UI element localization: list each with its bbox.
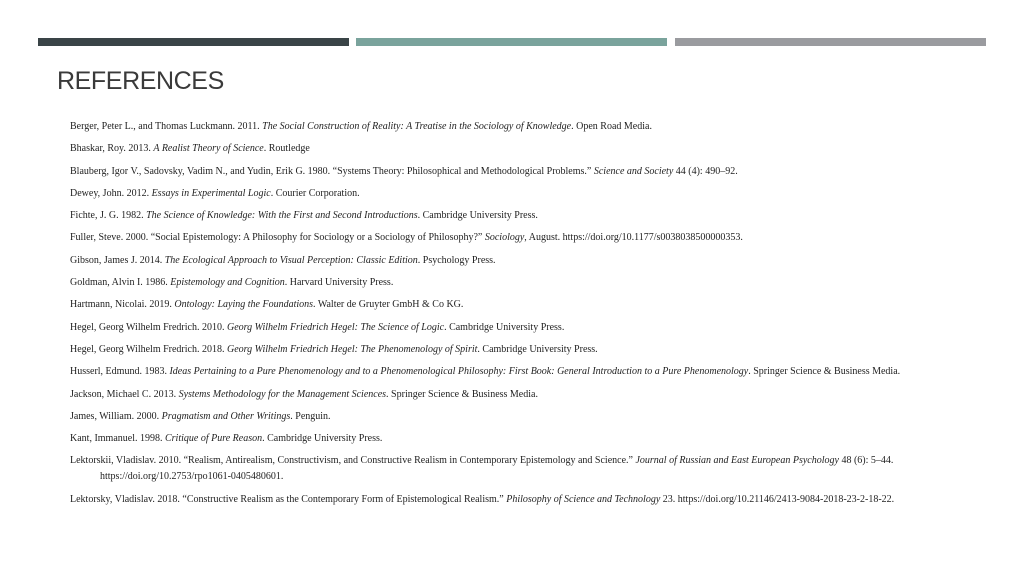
reference-tail: . Cambridge University Press. — [477, 343, 598, 355]
reference-item — [70, 492, 930, 508]
reference-tail: . Springer Science & Business Media. — [386, 388, 538, 400]
reference-title-italic: Pragmatism and Other Writings — [161, 410, 291, 422]
reference-title-italic: The Social Construction of Reality: A Treatise in the Sociology of Knowledge — [262, 121, 572, 132]
reference-item — [70, 409, 930, 425]
reference-title-italic: Ontology: Laying the Foundations — [174, 299, 314, 311]
reference-title-italic: Georg Wilhelm Friedrich Hegel: The Phenomenology of Spirit — [226, 343, 478, 355]
reference-title-italic: Essays in Experimental Logic — [151, 187, 271, 199]
reference-text: Hegel, Georg Wilhelm Fredrich. 2010. — [70, 321, 227, 333]
reference-text: Hartmann, Nicolai. 2019. — [70, 299, 175, 311]
reference-tail: . Cambridge University Press. — [262, 433, 383, 445]
reference-title-italic: The Ecological Approach to Visual Perception: Classic Edition — [164, 254, 418, 266]
reference-text: Berger, Peter L., and Thomas Luckmann. 2011. — [70, 121, 263, 132]
reference-tail: , August. https://doi.org/10.1177/s0038038500000353. — [524, 232, 743, 244]
reference-title-italic: The Science of Knowledge: With the First and Second Introductions — [146, 210, 418, 222]
reference-item — [70, 320, 930, 336]
reference-title-italic: Epistemology and Cognition — [170, 277, 285, 289]
reference-item — [70, 141, 930, 157]
reference-item — [70, 387, 930, 403]
decorative-bar-dark — [38, 38, 349, 46]
reference-item — [70, 186, 930, 202]
reference-text: Hegel, Georg Wilhelm Fredrich. 2018. — [70, 343, 227, 355]
reference-list — [70, 119, 930, 514]
reference-tail: . Open Road Media. — [571, 121, 652, 132]
reference-text: Dewey, John. 2012. — [70, 187, 152, 199]
reference-item — [70, 119, 930, 135]
reference-title-italic: Systems Methodology for the Management Sciences — [178, 388, 387, 400]
reference-tail: . Springer Science & Business Media. — [748, 366, 901, 378]
reference-tail: . Harvard University Press. — [284, 277, 394, 289]
reference-text: Bhaskar, Roy. 2013. — [70, 143, 154, 155]
reference-tail: . Cambridge University Press. — [417, 210, 538, 222]
reference-item — [70, 364, 930, 380]
reference-title-italic: Science and Society — [593, 165, 674, 177]
reference-tail: . Courier Corporation. — [270, 187, 360, 199]
reference-text: Blauberg, Igor V., Sadovsky, Vadim N., and Yudin, Erik G. 1980. “Systems Theory: Philosophical and Methodological Problems.” — [70, 165, 594, 177]
reference-item — [70, 431, 930, 447]
reference-tail: 48 (6): 5–44. https://doi.org/10.2753/rpo1061-0405480601. — [100, 455, 894, 483]
reference-text: Jackson, Michael C. 2013. — [70, 388, 179, 400]
reference-item — [70, 164, 930, 180]
reference-title-italic: A Realist Theory of Science — [153, 143, 264, 155]
reference-tail: . Cambridge University Press. — [444, 321, 565, 333]
reference-tail: . Psychology Press. — [417, 254, 496, 266]
reference-tail: . Routledge — [263, 143, 310, 155]
reference-text: Kant, Immanuel. 1998. — [70, 433, 165, 445]
top-decorative-bars — [38, 38, 986, 46]
decorative-bar-gray — [675, 38, 986, 46]
page-title: REFERENCES — [57, 67, 224, 95]
reference-tail: . Walter de Gruyter GmbH & Co KG. — [313, 299, 464, 311]
reference-title-italic: Georg Wilhelm Friedrich Hegel: The Science of Logic — [226, 321, 445, 333]
reference-item — [70, 275, 930, 291]
reference-text: Husserl, Edmund. 1983. — [70, 366, 170, 378]
reference-item — [70, 208, 930, 224]
reference-text: Gibson, James J. 2014. — [70, 254, 165, 266]
reference-tail: 44 (4): 490–92. — [673, 165, 738, 177]
reference-title-italic: Ideas Pertaining to a Pure Phenomenology and to a Phenomenological Philosophy: First Book: General Introduction to a Pure Phenomenology — [169, 366, 749, 378]
reference-item — [70, 342, 930, 358]
reference-title-italic: Critique of Pure Reason — [164, 433, 263, 445]
reference-title-italic: Journal of Russian and East European Psychology — [635, 455, 839, 467]
reference-item — [70, 297, 930, 313]
reference-item — [70, 253, 930, 269]
reference-text: Fichte, J. G. 1982. — [70, 210, 147, 222]
decorative-bar-teal — [356, 38, 667, 46]
reference-text: Goldman, Alvin I. 1986. — [70, 277, 171, 289]
reference-text: Lektorsky, Vladislav. 2018. “Constructive Realism as the Contemporary Form of Epistemological Realism.” — [70, 493, 507, 505]
reference-item — [70, 453, 930, 485]
reference-title-italic: Sociology — [484, 232, 525, 244]
reference-text: James, William. 2000. — [70, 410, 162, 422]
reference-tail: . Penguin. — [290, 410, 331, 422]
reference-text: Lektorskii, Vladislav. 2010. “Realism, Antirealism, Constructivism, and Constructive Realism in Contemporary Epistemology and Science.” — [70, 455, 636, 467]
reference-tail: 23. https://doi.org/10.21146/2413-9084-2018-23-2-18-22. — [660, 493, 895, 505]
reference-text: Fuller, Steve. 2000. “Social Epistemology: A Philosophy for Sociology or a Sociology of Philosophy?” — [70, 232, 485, 244]
reference-title-italic: Philosophy of Science and Technology — [506, 493, 661, 505]
reference-item — [70, 230, 930, 246]
